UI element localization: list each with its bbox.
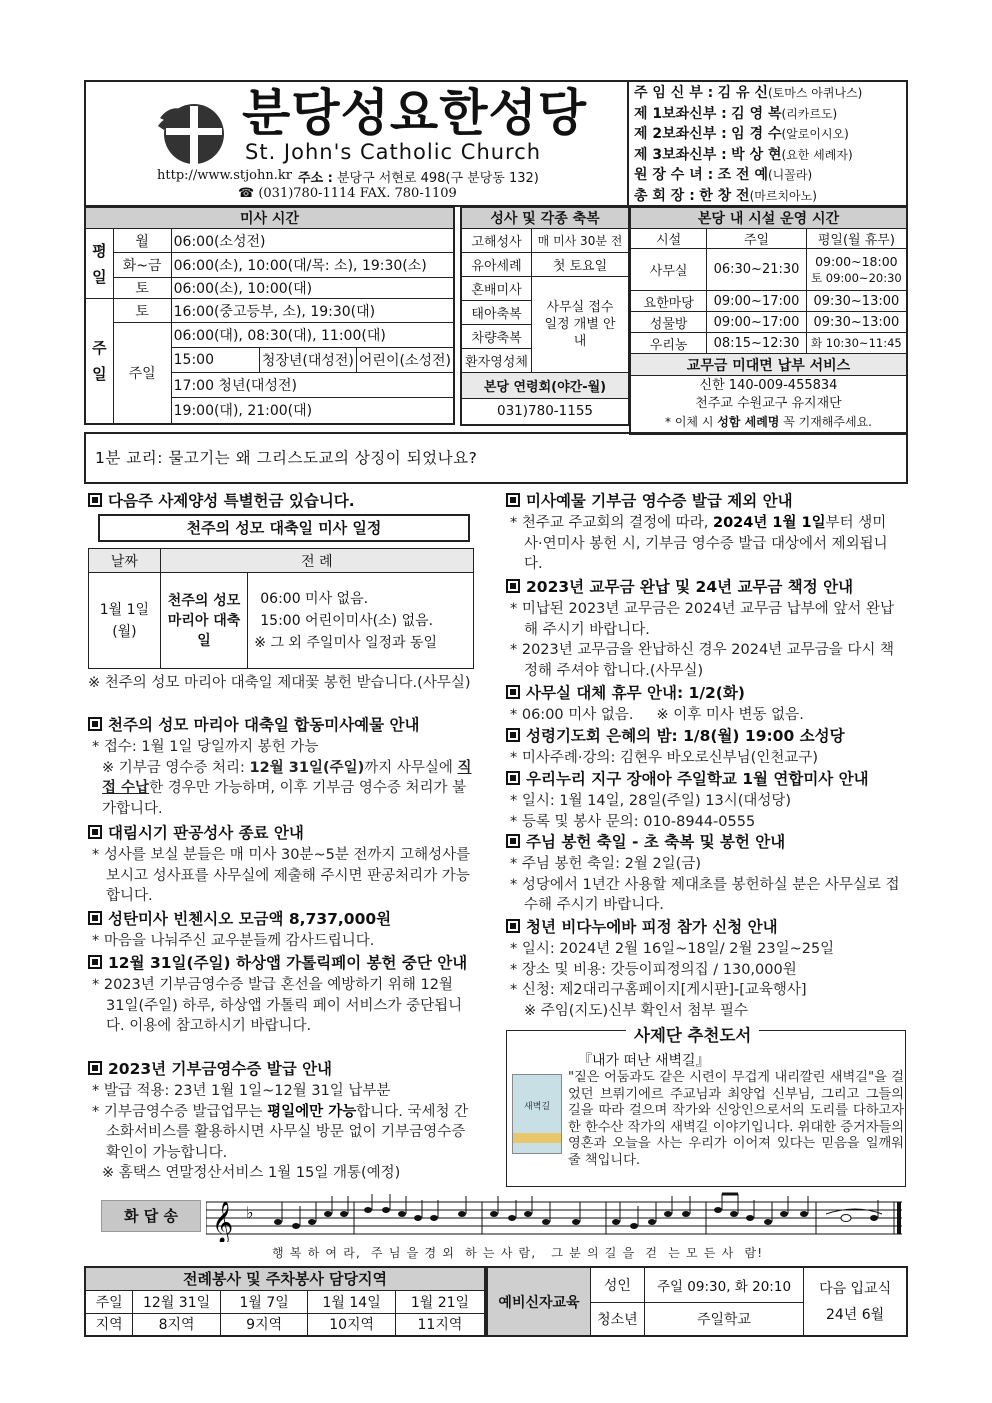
catechumen-table	[486, 1266, 908, 1337]
mass-time: 06:00(대), 08:30(대), 11:00(대)	[171, 323, 454, 348]
mass-day: 화~금	[113, 253, 171, 278]
confession-item: * 성사를 보실 분들은 매 미사 30분~5분 전까지 고해성사를 보시고 성사표를 사무실에 제출해 주시면 판공처리가 가능합니다.	[92, 847, 471, 904]
youth-retreat-note: ※ 주임(지도)신부 확인서 첨부 필수	[524, 1002, 748, 1019]
clergy-role: 총 회 장 :	[634, 187, 695, 204]
address-label: 주소 :	[298, 171, 333, 186]
service-cell: 9지역	[220, 1313, 307, 1336]
section-confession	[88, 822, 304, 844]
svg-text:♭: ♭	[246, 1203, 254, 1222]
sacraments-title: 성사 및 각종 축복	[461, 207, 629, 229]
book-cover-title: 새벽길	[523, 1102, 551, 1112]
sacrament-item: 고해성사	[461, 229, 532, 253]
mass-time: 19:00(대), 21:00(대)	[171, 398, 454, 424]
section-catholic-pay	[88, 952, 467, 974]
service-cell: 1월 7일	[220, 1290, 307, 1313]
clergy-extra: (토마스 아퀴나스)	[767, 86, 863, 100]
section-title: 성령기도회 은혜의 밤: 1/8(월) 19:00 소성당	[526, 727, 845, 745]
dues-holder: 천주교 수원교구 유지재단	[695, 396, 842, 412]
section-bullet-icon	[506, 685, 520, 699]
sunday-label	[85, 299, 113, 424]
section-joint-mass	[88, 714, 419, 736]
catechumen-group: 청소년	[591, 1302, 645, 1336]
prayer-night-item: * 미사주례·강의: 김현우 바오로신부님(인천교구)	[510, 750, 819, 766]
section-presentation-feast	[506, 831, 785, 853]
catechumen-group: 성인	[591, 1267, 645, 1302]
section-mass-offering-receipt	[506, 490, 793, 512]
vincent-item: * 마음을 나눠주신 교우분들께 감사드립니다.	[92, 933, 375, 949]
facility-header: 주일	[707, 229, 806, 249]
receipt-bold: 직접 수납	[102, 759, 472, 796]
book-name: 『내가 떠난 새벽길』	[578, 1053, 710, 1069]
joint-mass-body	[88, 737, 474, 819]
mary-header: 날짜	[89, 549, 161, 573]
section-title: 미사예물 기부금 영수증 발급 제외 안내	[526, 492, 793, 510]
disability-school-body	[506, 791, 900, 832]
mass-time: 06:00(소), 10:00(대/목: 소), 19:30(소)	[171, 253, 454, 278]
mass-time-with-groups	[171, 348, 259, 373]
mass-time: 06:00(소성전)	[171, 229, 454, 253]
clergy-row	[634, 103, 906, 124]
receipt-bold: 12월 31일(주일)	[249, 759, 365, 776]
clergy-row	[634, 144, 906, 165]
mary-liturgy-line: 06:00 미사 없음.	[260, 590, 369, 607]
facility-name: 우리농	[630, 333, 707, 354]
mass-time: 15:00	[173, 352, 214, 368]
youth-retreat-body	[506, 939, 900, 1021]
sacrament-info: 첫 토요일	[532, 253, 629, 277]
sacrament-item: 혼배미사	[461, 277, 532, 301]
facility-name: 요한마당	[630, 291, 707, 312]
clergy-row	[634, 82, 906, 103]
mass-time: 16:00(중고등부, 소), 19:30(대)	[171, 299, 454, 323]
psalm-label: 화 답 송	[101, 1200, 201, 1232]
item-text: * 천주교 주교회의 결정에 따라,	[510, 515, 713, 531]
facility-table	[629, 206, 908, 435]
sacrament-item: 차량축복	[461, 325, 532, 349]
receipt-text: ※ 기부금 영수증 처리:	[102, 759, 250, 776]
clergy-name: 김 영 복	[731, 105, 782, 122]
section-bullet-icon	[506, 834, 520, 848]
receipt-bold: 평일에만 가능	[267, 1103, 357, 1120]
dues-note-text: * 이체 시	[665, 415, 714, 430]
section-title: 성탄미사 빈첸시오 모금액 8,737,000원	[108, 910, 392, 928]
facility-name: 사무실	[630, 249, 707, 291]
presentation-feast-body	[506, 854, 900, 916]
next-initiation-date: 24년 6월	[825, 1306, 885, 1323]
mary-feast: 천주의 성모 마리아 대축일	[160, 573, 247, 669]
mass-day: 토	[113, 278, 171, 299]
facility-sunday-hours: 06:30~21:30	[707, 249, 806, 291]
next-initiation-label: 다음 입교식	[819, 1280, 892, 1297]
service-area-table	[84, 1266, 486, 1337]
book-cover-image	[512, 1074, 562, 1154]
service-cell: 12월 31일	[133, 1290, 221, 1313]
section-title: 주님 봉헌 축일 - 초 축복 및 봉헌 안내	[526, 833, 786, 851]
section-title: 청년 비다누에바 피정 참가 신청 안내	[526, 918, 778, 936]
disability-school-item: * 등록 및 봉사 문의: 010-8944-0555	[510, 813, 756, 830]
dues-account: 신한 140-009-455834	[699, 378, 838, 394]
joint-mass-receipt	[88, 758, 474, 820]
facility-header: 시설	[630, 229, 707, 249]
disability-school-item: * 일시: 1월 14일, 28일(주일) 13시(대성당)	[510, 793, 792, 809]
dues-item: * 2023년 교무금을 완납하신 경우 2024년 교무금을 다시 책정해 주셔야 합니다.(사무실)	[510, 642, 895, 679]
section-bullet-icon	[506, 579, 520, 593]
clergy-extra: (알로이시오)	[781, 127, 849, 141]
clergy-role: 제 3보좌신부 :	[634, 146, 727, 163]
church-logo-icon	[156, 96, 228, 168]
dues-item: * 미납된 2023년 교무금은 2024년 교무금 납부에 앞서 완납해 주시기 바랍니다.	[510, 601, 895, 638]
mary-header: 전 례	[160, 549, 473, 573]
section-seminary-collection	[88, 490, 355, 512]
sunday-label-text: 주일	[92, 338, 107, 383]
funeral-association-phone: 031)780-1155	[461, 399, 629, 425]
hometax-note: ※ 홈택스 연말정산서비스 1월 15일 개통(예정)	[102, 1165, 401, 1181]
weekday-label-text: 평일	[92, 241, 107, 286]
clergy-name: 김 유 신	[717, 85, 768, 101]
clergy-name: 조 전 예	[717, 167, 768, 183]
mass-title: 미사 시간	[85, 207, 454, 229]
clergy-role: 제 1보좌신부 :	[634, 105, 727, 122]
section-title: 사무실 대체 휴무 안내: 1/2(화)	[526, 684, 745, 702]
church-subtitle: St. John's Catholic Church	[245, 140, 542, 164]
section-office-closed	[506, 682, 745, 704]
sacrament-item: 유아세례	[461, 253, 532, 277]
youth-retreat-item: * 일시: 2024년 2월 16일~18일/ 2월 23일~25일	[510, 941, 835, 957]
section-bullet-icon	[88, 717, 102, 731]
section-title: 천주의 성모 마리아 대축일 합동미사예물 안내	[108, 716, 420, 734]
item-bold: 2024년 1월 1일	[713, 515, 826, 531]
psalm-music-staff	[206, 1192, 906, 1242]
mass-group: 어린이(소성전)	[356, 348, 454, 373]
dues-body	[506, 599, 900, 681]
section-title: 대림시기 판공성사 종료 안내	[108, 824, 304, 842]
dues-note-text: 꼭 기재해주세요.	[783, 415, 872, 430]
mary-liturgy-line: 15:00 어린이미사(소) 없음.	[260, 612, 434, 629]
sacrament-item: 태아축복	[461, 301, 532, 325]
facility-weekday-hours: 화 10:30~11:45	[806, 333, 907, 354]
presentation-feast-item: * 성당에서 1년간 사용할 제대초를 봉헌하실 분은 사무실로 접수해 주시기 바랍니다.	[510, 876, 900, 913]
facility-header: 평일(월 휴무)	[806, 229, 907, 249]
facility-weekday-hours: 09:30~13:00	[806, 312, 907, 333]
website-link[interactable]: http://www.stjohn.kr	[157, 168, 292, 183]
sacrament-item: 환자영성체	[461, 349, 532, 373]
mary-liturgy	[248, 573, 474, 669]
mary-liturgy-line: ※ 그 외 주일미사 일정과 동일	[254, 634, 438, 651]
section-title: 다음주 사제양성 특별헌금 있습니다.	[108, 492, 355, 510]
phone-fax: ☎ (031)780-1114 FAX. 780-1109	[238, 186, 457, 201]
mary-date	[89, 573, 161, 669]
section-bullet-icon	[506, 919, 520, 933]
clergy-row	[634, 123, 906, 144]
youth-retreat-item: * 장소 및 비용: 갓등이피정의집 / 130,000원	[510, 961, 797, 978]
clergy-row	[634, 185, 906, 206]
sacrament-info: 사무실 접수 일정 개별 안내	[532, 277, 629, 373]
section-youth-retreat	[506, 916, 778, 938]
section-bullet-icon	[88, 955, 102, 969]
mary-schedule-table	[88, 548, 474, 669]
facility-title: 본당 내 시설 운영 시간	[630, 207, 907, 229]
section-title: 2023년 기부금영수증 발급 안내	[108, 1060, 333, 1078]
sacraments-table	[460, 206, 630, 426]
section-bullet-icon	[88, 825, 102, 839]
clergy-divider	[627, 80, 629, 207]
dues-title: 교무금 미대면 납부 서비스	[630, 354, 907, 376]
item-text: 부터 생미사·연미사 봉헌 시, 기부금 영수증 발급 대상에서 제외됩니다.	[524, 515, 888, 572]
mary-note: ※ 천주의 성모 마리아 대축일 제대꽃 봉헌 받습니다.(사무실)	[88, 675, 471, 691]
receipt-text: * 기부금영수증 발급업무는	[92, 1103, 268, 1120]
catechism-question: 1분 교리: 물고기는 왜 그리스도교의 상징이 되었나요?	[95, 449, 478, 467]
service-cell: 11지역	[395, 1313, 485, 1336]
youth-retreat-item: * 신청: 제2대리구홈페이지[게시판]-[교육행사]	[510, 982, 807, 998]
clergy-role: 주 임 신 부 :	[634, 85, 714, 101]
section-disability-school	[506, 768, 869, 790]
donation-receipt-item	[88, 1102, 474, 1164]
receipt-text: 합니다. 국세청 간소화서비스를 활용하시면 사무실 방문 없이 기부금영수증 확인이 가능합니다.	[106, 1103, 469, 1161]
mass-group: 청장년(대성전)	[259, 348, 356, 373]
clergy-extra: (니꼴라)	[767, 168, 813, 182]
receipt-text: 까지 사무실에	[364, 759, 458, 776]
book-cover-band	[513, 1133, 561, 1143]
joint-mass-item: * 접수: 1월 1일 당일까지 봉헌 가능	[92, 739, 319, 755]
facility-weekday-hours-line: 토 09:00~20:30	[811, 270, 902, 285]
clergy-role: 원 장 수 녀 :	[634, 167, 714, 183]
catechumen-time: 주일 09:30, 화 20:10	[644, 1267, 803, 1302]
service-area-title: 전례봉사 및 주차봉사 담당지역	[85, 1267, 485, 1290]
address	[298, 167, 539, 186]
mass-day: 월	[113, 229, 171, 253]
clergy-row	[634, 164, 906, 185]
catechumen-title: 예비신자교육	[487, 1267, 591, 1336]
dues-note-bold: 성함 세례명	[717, 415, 780, 430]
clergy-extra: (마르치아노)	[749, 188, 817, 203]
svg-text:𝄞: 𝄞	[212, 1202, 234, 1242]
facility-weekday-hours-line: 09:00~18:00	[815, 253, 898, 269]
clergy-name: 박 상 현	[731, 146, 782, 163]
section-title: 우리누리 지구 장애아 주일학교 1월 연합미사 안내	[526, 770, 869, 788]
facility-weekday-hours	[806, 249, 907, 291]
mary-schedule-title-box	[98, 514, 470, 542]
psalm-lyrics: 행 복 하 여 라, 주 님 을 경 외 하 는 사 람, 그 분 의 길 을 걷 는 모 든 사 람!	[272, 1246, 764, 1260]
mass-day: 주일	[113, 323, 171, 424]
next-initiation	[804, 1267, 907, 1336]
book-description: "짙은 어둠과도 같은 시련이 무겁게 내리깔린 새벽길"을 걸었던 브뤼기에르 주교님과 최양업 신부님, 그리고 그들의 길을 따라 걸으며 작가와 신앙인으로서의 도리를 다하고자 한 한수산 작가의 새벽길 이야기입니다. 위대한 증거자들의 영혼과 오늘을 사는 우리가 이어져 있다는 믿음을 일깨워 줄 책입니다.	[568, 1070, 904, 1168]
section-title: 12월 31일(주일) 하상앱 가톨릭페이 봉헌 중단 안내	[108, 954, 468, 972]
clergy-name: 한 창 전	[699, 187, 750, 204]
mary-day-text: (월)	[112, 623, 137, 640]
section-dues	[506, 576, 853, 598]
weekday-label	[85, 229, 113, 299]
catholic-pay-item: * 2023년 기부금영수증 발급 혼선을 예방하기 위해 12월 31일(주일) 하루, 하상앱 가톨릭 페이 서비스가 중단됩니다. 이용에 참고하시기 바랍니다.	[92, 977, 463, 1034]
service-cell: 10지역	[308, 1313, 396, 1336]
section-bullet-icon	[506, 728, 520, 742]
clergy-extra: (리카르도)	[781, 106, 838, 121]
facility-name: 성물방	[630, 312, 707, 333]
section-prayer-night	[506, 725, 845, 747]
service-cell: 1월 14일	[308, 1290, 396, 1313]
presentation-feast-item: * 주님 봉헌 축일: 2월 2일(금)	[510, 856, 702, 872]
clergy-extra: (요한 세례자)	[781, 147, 853, 162]
service-cell: 주일	[85, 1290, 133, 1313]
donation-receipt-body	[88, 1081, 474, 1184]
service-cell: 지역	[85, 1313, 133, 1336]
mass-offering-item	[506, 513, 900, 575]
clergy-list	[634, 82, 906, 205]
mass-time: 06:00(소), 10:00(대)	[171, 278, 454, 299]
section-bullet-icon	[88, 911, 102, 925]
section-title: 2023년 교무금 완납 및 24년 교무금 책정 안내	[526, 578, 854, 596]
office-closed-item: * 06:00 미사 없음. ※ 이후 미사 변동 없음.	[510, 707, 804, 723]
catechumen-time: 주일학교	[644, 1302, 803, 1336]
section-bullet-icon	[506, 493, 520, 507]
section-bullet-icon	[506, 771, 520, 785]
address-text: 분당구 서현로 498(구 분당동 132)	[336, 171, 539, 186]
mass-time: 17:00 청년(대성전)	[171, 373, 454, 398]
book-box-title: 사제단 추천도서	[626, 1024, 759, 1048]
mass-table	[84, 206, 455, 425]
service-cell: 1월 21일	[395, 1290, 485, 1313]
section-donation-receipt	[88, 1058, 332, 1080]
facility-weekday-hours: 09:30~13:00	[806, 291, 907, 312]
mary-schedule-title: 천주의 성모 대축일 미사 일정	[186, 519, 382, 537]
sacrament-info: 매 미사 30분 전	[532, 229, 629, 253]
section-bullet-icon	[88, 493, 102, 507]
mary-date-text: 1월 1일	[99, 601, 150, 618]
facility-sunday-hours: 09:00~17:00	[707, 312, 806, 333]
clergy-role: 제 2보좌신부 :	[634, 126, 727, 142]
section-vincent-collection	[88, 908, 391, 930]
donation-receipt-item: * 발급 적용: 23년 1월 1일~12월 31일 납부분	[92, 1083, 391, 1099]
facility-sunday-hours: 08:15~12:30	[707, 333, 806, 354]
section-bullet-icon	[88, 1061, 102, 1075]
mass-day: 토	[113, 299, 171, 323]
facility-sunday-hours: 09:00~17:00	[707, 291, 806, 312]
funeral-association-title: 본당 연령회(야간-월)	[461, 373, 629, 399]
clergy-name: 임 경 수	[731, 126, 782, 142]
dues-note	[633, 413, 904, 431]
service-cell: 8지역	[133, 1313, 221, 1336]
church-title: 분당성요한성당	[242, 84, 588, 142]
receipt-text: 한 경우만 가능하며, 이후 기부금 영수증 처리가 불가합니다.	[102, 780, 467, 817]
dues-info	[630, 376, 907, 434]
